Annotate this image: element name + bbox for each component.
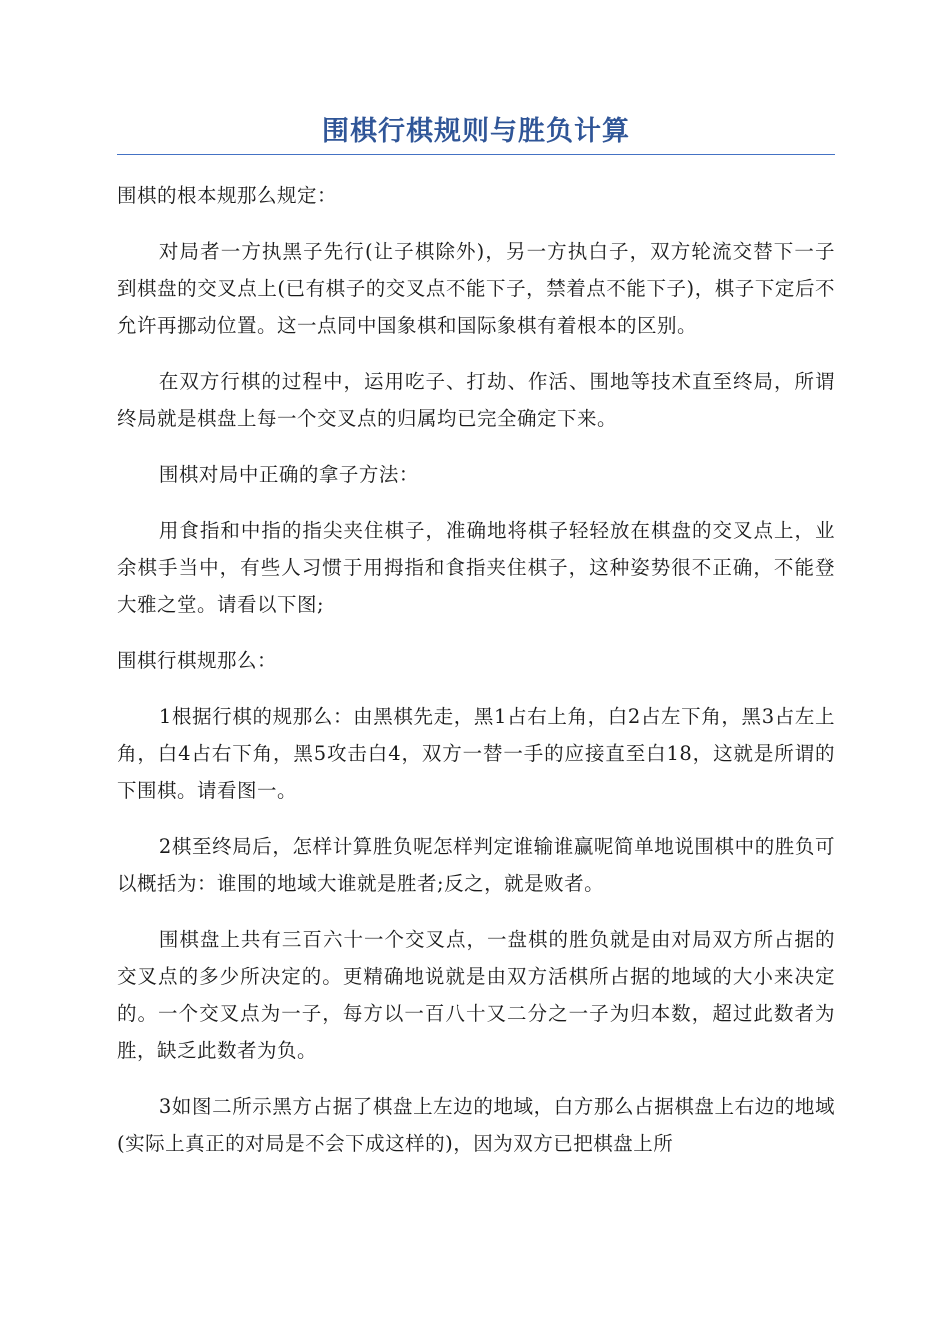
- paragraph: 围棋对局中正确的拿子方法：: [158, 463, 419, 486]
- paragraph: 1根据行棋的规那么：由黑棋先走，黑1占右上角，白2占左下角，黑3占左上角，白4占右下角，黑5攻击白4，双方一替一手的应接直至白18，这就是所谓的下围棋。请看图一。: [117, 705, 835, 802]
- paragraph: 用食指和中指的指尖夹住棋子，准确地将棋子轻轻放在棋盘的交叉点上，业余棋手当中，有些人习惯于用拇指和食指夹住棋子，这种姿势很不正确，不能登大雅之堂。请看以下图;: [117, 519, 835, 616]
- paragraph: 2棋至终局后，怎样计算胜负呢怎样判定谁输谁赢呢简单地说围棋中的胜负可以概括为：谁围的地域大谁就是胜者;反之，就是败者。: [117, 835, 835, 895]
- paragraph: 围棋的根本规那么规定：: [117, 184, 338, 207]
- document-page: [117, 112, 835, 1181]
- paragraph: 3如图二所示黑方占据了棋盘上左边的地域，白方那么占据棋盘上右边的地域(实际上真正的对局是不会下成这样的)，因为双方已把棋盘上所: [117, 1095, 835, 1155]
- paragraph: 在双方行棋的过程中，运用吃子、打劫、作活、围地等技术直至终局，所谓终局就是棋盘上每一个交叉点的归属均已完全确定下来。: [117, 370, 835, 430]
- document-title: 围棋行棋规则与胜负计算: [322, 116, 630, 147]
- title-underline: [117, 154, 835, 155]
- paragraph: 围棋行棋规那么：: [117, 649, 278, 672]
- paragraph: 对局者一方执黑子先行(让子棋除外)，另一方执白子，双方轮流交替下一子到棋盘的交叉点上(已有棋子的交叉点不能下子，禁着点不能下子)，棋子下定后不允许再挪动位置。这一点同中国象棋和国际象棋有着根本的区别。: [117, 240, 835, 337]
- paragraph: 围棋盘上共有三百六十一个交叉点，一盘棋的胜负就是由对局双方所占据的交叉点的多少所决定的。更精确地说就是由双方活棋所占据的地域的大小来决定的。一个交叉点为一子，每方以一百八十又二分之一子为归本数，超过此数者为胜，缺乏此数者为负。: [117, 928, 835, 1062]
